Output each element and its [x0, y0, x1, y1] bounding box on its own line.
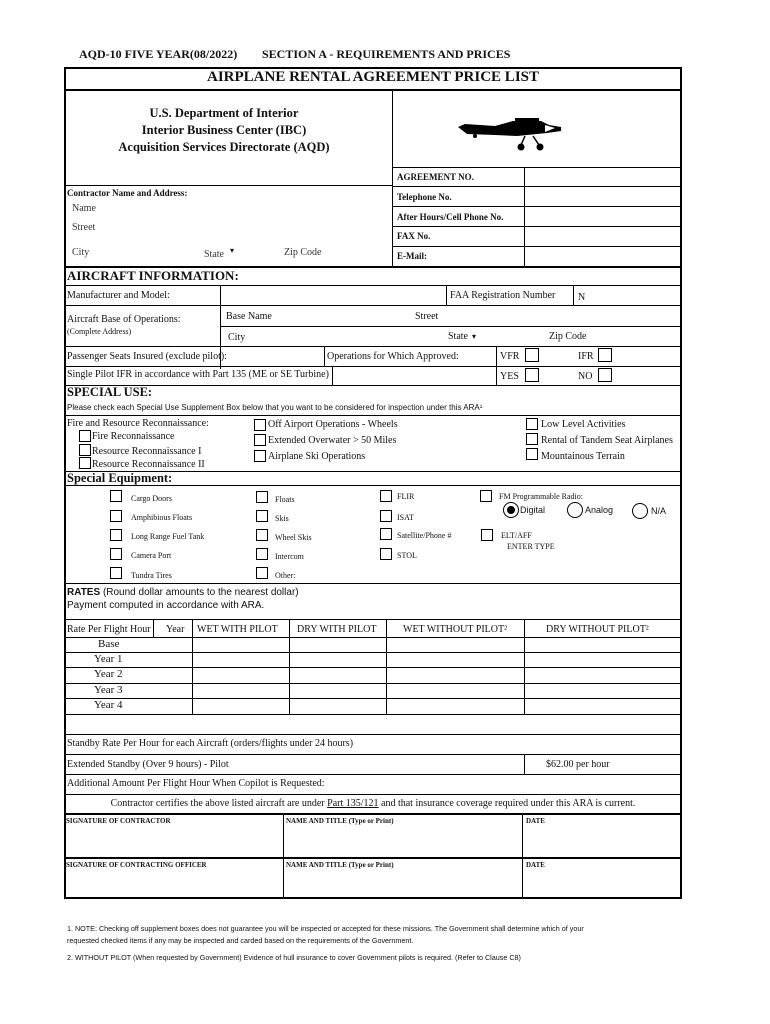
tandem-seat-checkbox[interactable] — [526, 433, 538, 445]
contractor-name-field[interactable] — [110, 200, 390, 216]
elt-sub-label: ENTER TYPE — [507, 542, 555, 551]
faa-prefix: N — [578, 292, 586, 303]
aircraft-heading: AIRCRAFT INFORMATION: — [67, 268, 239, 283]
cargo-doors-label: Cargo Doors — [131, 494, 172, 503]
skis-label: Skis — [275, 514, 289, 523]
resource-recon-2-label: Resource Reconnaissance II — [92, 459, 205, 470]
long-range-tank-checkbox[interactable] — [110, 529, 122, 541]
fm-radio-checkbox[interactable] — [480, 490, 492, 502]
fax-field[interactable] — [525, 227, 680, 246]
satellite-phone-label: Satellite/Phone # — [397, 531, 452, 540]
agency-line3: Acquisition Services Directorate (AQD) — [118, 140, 330, 154]
wheel-skis-label: Wheel Skis — [275, 533, 312, 542]
state-dropdown-icon[interactable]: ▾ — [230, 246, 235, 255]
extended-standby-value: $62.00 per hour — [546, 759, 610, 770]
tandem-seat-label: Rental of Tandem Seat Airplanes — [541, 435, 673, 446]
certification-pre: Contractor certifies the above listed aircraft are under — [110, 798, 328, 809]
resource-recon-1-label: Resource Reconnaissance I — [92, 446, 202, 457]
telephone-label: Telephone No. — [397, 192, 452, 202]
rates-col-dry-pilot: DRY WITH PILOT — [297, 624, 377, 635]
passenger-seats-label: Passenger Seats Insured (exclude pilot): — [67, 351, 227, 362]
contractor-heading: Contractor Name and Address: — [67, 188, 188, 198]
digital-label: Digital — [520, 505, 546, 515]
camera-port-checkbox[interactable] — [110, 548, 122, 560]
rates-col-wet-pilot: WET WITH PILOT — [197, 624, 278, 635]
elt-checkbox[interactable] — [481, 529, 493, 541]
after-hours-label: After Hours/Cell Phone No. — [397, 212, 504, 222]
camera-port-label: Camera Port — [131, 551, 172, 560]
section-title: SECTION A - REQUIREMENTS AND PRICES — [262, 47, 511, 61]
form-id: AQD-10 FIVE YEAR(08/2022) — [79, 47, 238, 61]
tundra-tires-label: Tundra Tires — [131, 571, 172, 580]
agreement-no-label: AGREEMENT NO. — [397, 172, 474, 182]
fire-recon-label: Fire Reconnaissance — [92, 431, 175, 442]
fax-label: FAX No. — [397, 231, 431, 241]
faa-reg-field[interactable] — [590, 286, 680, 304]
overwater-checkbox[interactable] — [254, 434, 266, 446]
rate-row-base: Base — [98, 638, 120, 650]
footnote-1-line-b: requested checked items if any may be inspected and carded based on the requirements of the Government. — [67, 936, 414, 945]
email-label: E-Mail: — [397, 251, 427, 261]
sig-contractor-name-label: NAME AND TITLE (Type or Print) — [286, 817, 394, 825]
standby-label: Standby Rate Per Hour for each Aircraft (orders/flights under 24 hours) — [67, 738, 354, 749]
footnote-1-line-a: 1. NOTE: Checking off supplement boxes does not guarantee you will be inspected or accepted for these missions. The Government shall determine which of your — [67, 924, 584, 933]
rate-row-year3: Year 3 — [94, 684, 123, 696]
isat-checkbox[interactable] — [380, 510, 392, 522]
resource-recon-1-checkbox[interactable] — [79, 444, 91, 456]
mountainous-checkbox[interactable] — [526, 448, 538, 460]
ski-ops-label: Airplane Ski Operations — [268, 451, 366, 462]
officer-date-field[interactable] — [525, 872, 680, 897]
rates-heading-note: (Round dollar amounts to the nearest dollar) — [102, 587, 299, 598]
na-label: N/A — [651, 506, 667, 516]
rates-col-rate: Rate Per Flight Hour — [67, 624, 151, 635]
low-level-label: Low Level Activities — [541, 419, 626, 430]
long-range-tank-label: Long Range Fuel Tank — [131, 532, 205, 541]
low-level-checkbox[interactable] — [526, 418, 538, 430]
flir-label: FLIR — [397, 492, 415, 501]
rates-heading: RATES — [67, 587, 101, 598]
contractor-signature-field[interactable] — [66, 828, 281, 856]
cargo-doors-checkbox[interactable] — [110, 490, 122, 502]
base-name-label: Base Name — [226, 311, 272, 322]
officer-signature-field[interactable] — [66, 872, 281, 897]
base-state-label: State — [448, 331, 468, 342]
special-use-heading: SPECIAL USE: — [67, 385, 153, 399]
manufacturer-label: Manufacturer and Model: — [67, 290, 170, 301]
ifr-checkbox[interactable] — [598, 348, 612, 362]
rate-row-year2: Year 2 — [94, 668, 123, 680]
contractor-date-field[interactable] — [525, 828, 680, 856]
sig-officer-date-label: DATE — [526, 861, 545, 869]
rates-subtitle: Payment computed in accordance with ARA. — [67, 600, 265, 611]
contractor-state-label: State — [204, 249, 224, 260]
telephone-field[interactable] — [525, 187, 680, 206]
single-pilot-no-checkbox[interactable] — [598, 368, 612, 382]
part-135-121-link[interactable]: Part 135/121 — [327, 798, 379, 809]
base-zip-label: Zip Code — [549, 331, 587, 342]
extended-standby-label: Extended Standby (Over 9 hours) - Pilot — [67, 759, 229, 770]
sig-officer-name-label: NAME AND TITLE (Type or Print) — [286, 861, 394, 869]
form-title: AIRPLANE RENTAL AGREEMENT PRICE LIST — [206, 69, 539, 85]
sig-contractor-label: SIGNATURE OF CONTRACTOR — [66, 817, 171, 825]
vfr-label: VFR — [500, 351, 520, 362]
rates-col-wet-no-pilot: WET WITHOUT PILOT² — [403, 624, 508, 635]
contractor-city-label: City — [72, 247, 90, 258]
rates-heading-line — [67, 587, 299, 598]
skis-checkbox[interactable] — [256, 510, 268, 522]
after-hours-field[interactable] — [525, 207, 680, 226]
satellite-phone-checkbox[interactable] — [380, 528, 392, 540]
base-street-label: Street — [415, 311, 439, 322]
contractor-street-label: Street — [72, 222, 96, 233]
base-city-label: City — [228, 332, 246, 343]
agency-line1: U.S. Department of Interior — [149, 106, 299, 120]
analog-label: Analog — [585, 505, 614, 515]
copilot-label: Additional Amount Per Flight Hour When Copilot is Requested: — [67, 778, 325, 789]
intercom-label: Intercom — [275, 552, 304, 561]
overwater-label: Extended Overwater > 50 Miles — [268, 435, 397, 446]
contractor-name-label: Name — [72, 203, 96, 214]
base-state-dropdown-icon[interactable]: ▾ — [472, 332, 477, 341]
flir-checkbox[interactable] — [380, 490, 392, 502]
no-label: NO — [578, 371, 593, 382]
off-airport-label: Off Airport Operations - Wheels — [268, 419, 398, 430]
stol-label: STOL — [397, 551, 417, 560]
rates-col-year: Year — [166, 624, 185, 635]
amphibious-floats-checkbox[interactable] — [110, 510, 122, 522]
special-use-instruction: Please check each Special Use Supplement Box below that you want to be considered for inspection under this ARA¹ — [67, 403, 483, 412]
ifr-label: IFR — [578, 351, 594, 362]
certification-text — [64, 798, 682, 809]
mountainous-label: Mountainous Terrain — [541, 451, 625, 462]
floats-checkbox[interactable] — [256, 491, 268, 503]
single-pilot-yes-checkbox[interactable] — [525, 368, 539, 382]
faa-reg-label: FAA Registration Number — [450, 290, 556, 301]
base-ops-label: Aircraft Base of Operations: — [67, 314, 181, 325]
digital-radio[interactable] — [503, 502, 519, 518]
isat-label: ISAT — [397, 513, 414, 522]
wheel-skis-checkbox[interactable] — [256, 529, 268, 541]
off-airport-checkbox[interactable] — [254, 419, 266, 431]
officer-name-title-field[interactable] — [286, 872, 520, 897]
yes-label: YES — [500, 371, 519, 382]
fire-recon-checkbox[interactable] — [79, 430, 91, 442]
rates-col-dry-no-pilot: DRY WITHOUT PILOT² — [546, 624, 649, 635]
fire-recon-heading: Fire and Resource Reconnaissance: — [67, 418, 209, 429]
airplane-icon — [455, 112, 565, 152]
footnote-2: 2. WITHOUT PILOT (When requested by Government) Evidence of hull insurance to cover Government pilots is required. (Refer to Clause C8) — [67, 953, 521, 962]
email-field[interactable] — [525, 247, 680, 266]
sig-contractor-date-label: DATE — [526, 817, 545, 825]
intercom-checkbox[interactable] — [256, 548, 268, 560]
operations-approved-label: Operations for Which Approved: — [327, 351, 459, 362]
vfr-checkbox[interactable] — [525, 348, 539, 362]
contractor-street-field[interactable] — [110, 220, 390, 236]
agency-line2: Interior Business Center (IBC) — [141, 123, 307, 137]
special-equipment-heading: Special Equipment: — [67, 471, 173, 485]
analog-radio[interactable] — [567, 502, 583, 518]
single-pilot-label: Single Pilot IFR in accordance with Part 135 (ME or SE Turbine) — [67, 369, 329, 380]
stol-checkbox[interactable] — [380, 548, 392, 560]
elt-label: ELT/AFF — [501, 531, 532, 540]
ski-ops-checkbox[interactable] — [254, 450, 266, 462]
tundra-tires-checkbox[interactable] — [110, 567, 122, 579]
sig-officer-label: SIGNATURE OF CONTRACTING OFFICER — [66, 861, 207, 869]
na-radio[interactable] — [632, 503, 648, 519]
rate-row-year1: Year 1 — [94, 653, 123, 665]
certification-post: and that insurance coverage required under this ARA is current. — [378, 798, 636, 809]
agency-block — [64, 105, 384, 156]
manufacturer-field[interactable] — [222, 286, 444, 304]
contractor-zip-label: Zip Code — [284, 247, 322, 258]
amphibious-floats-label: Amphibious Floats — [131, 513, 193, 522]
other-checkbox[interactable] — [256, 567, 268, 579]
other-label: Other: — [275, 571, 296, 580]
footnote-1 — [67, 923, 584, 947]
resource-recon-2-checkbox[interactable] — [79, 457, 91, 469]
fm-radio-label: FM Programmable Radio: — [499, 492, 583, 501]
rate-row-year4: Year 4 — [94, 699, 123, 711]
contractor-name-title-field[interactable] — [286, 828, 520, 856]
agreement-no-field[interactable] — [525, 168, 680, 186]
complete-address-note: (Complete Address) — [67, 327, 132, 336]
floats-label: Floats — [275, 495, 295, 504]
